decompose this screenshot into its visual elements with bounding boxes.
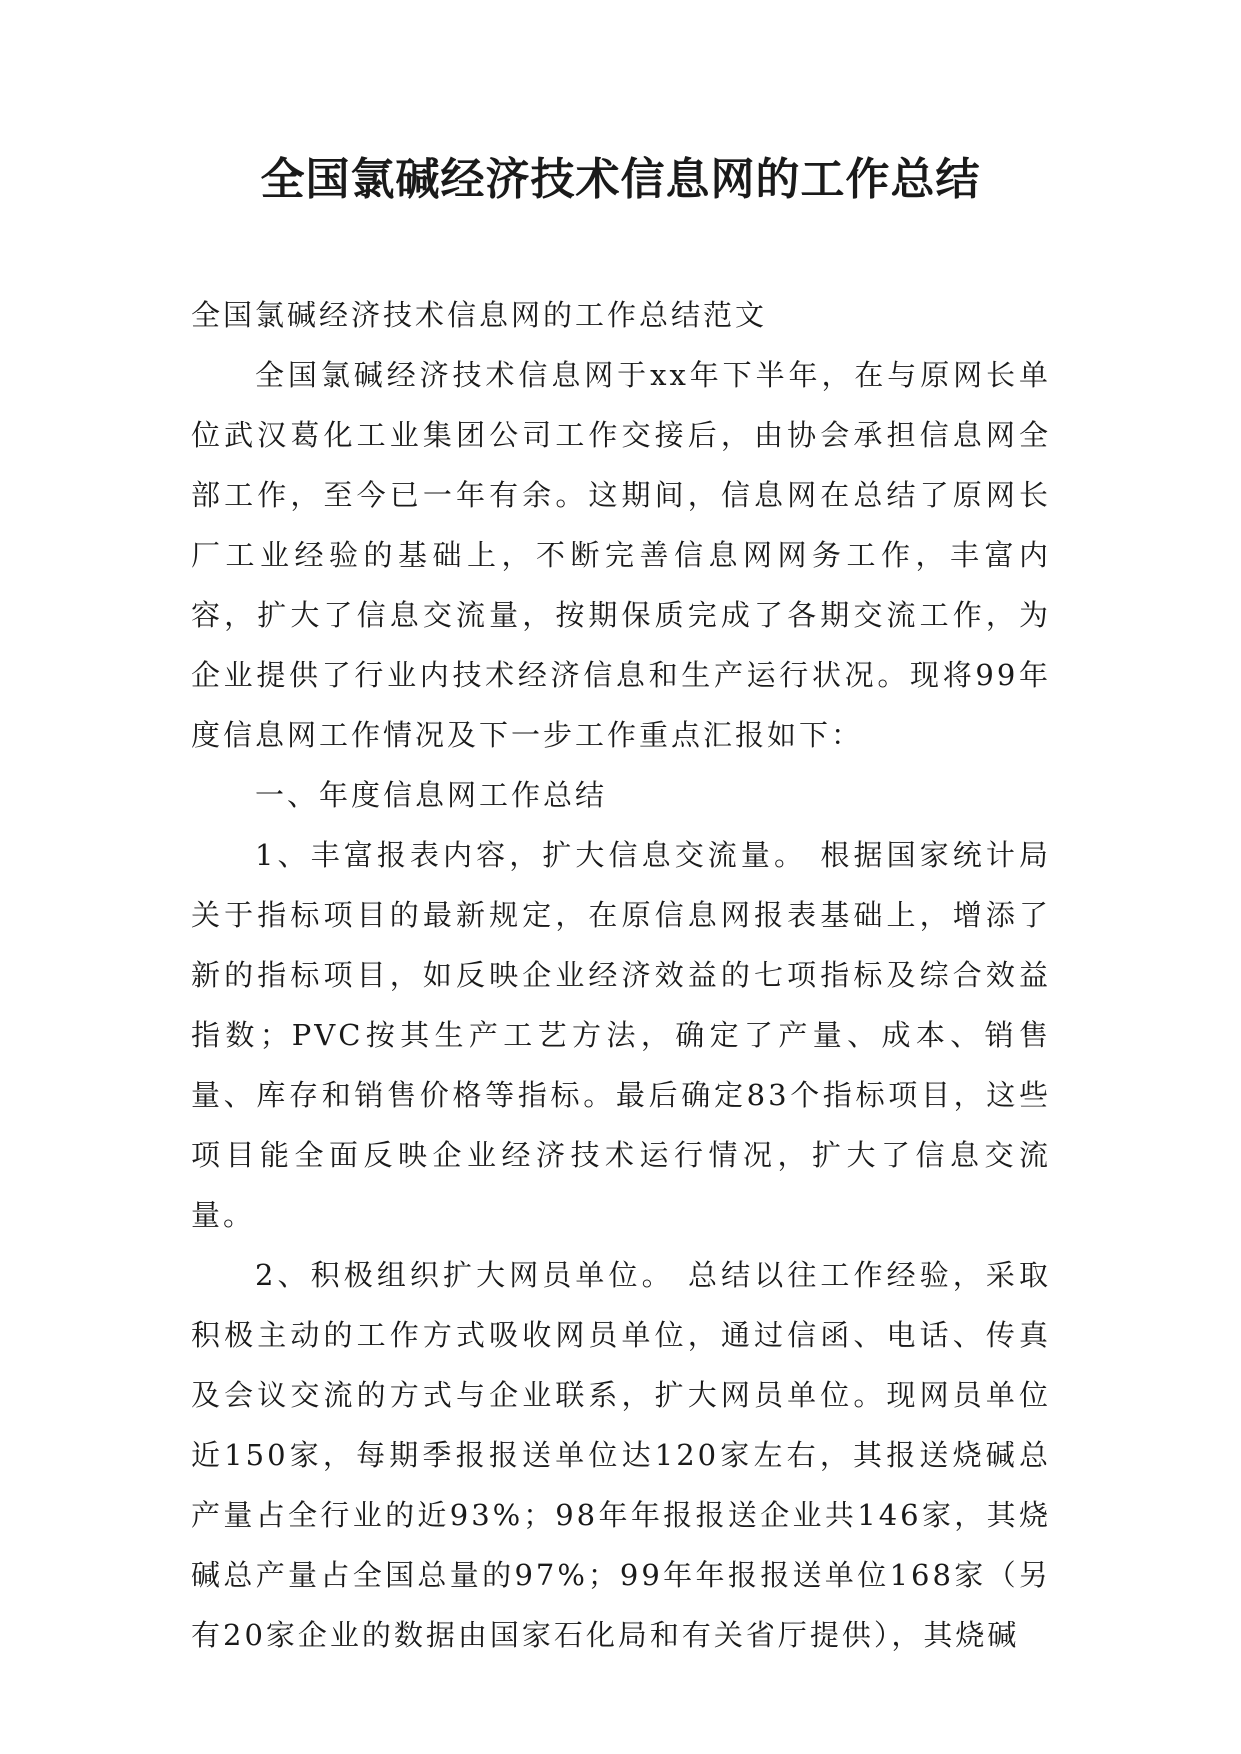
paragraph-intro: 全国氯碱经济技术信息网于xx年下半年，在与原网长单位武汉葛化工业集团公司工作交接后，由协会承担信息网全部工作，至今已一年有余。这期间，信息网在总结了原网长厂工业经验的基础上，不断完善信息网网务工作，丰富内容，扩大了信息交流量，按期保质完成了各期交流工作，为企业提供了行业内技术经济信息和生产运行状况。现将99年度信息网工作情况及下一步工作重点汇报如下： — [191, 358, 1051, 752]
paragraph-item-2: 2、积极组织扩大网员单位。 总结以往工作经验，采取积极主动的工作方式吸收网员单位，通过信函、电话、传真及会议交流的方式与企业联系，扩大网员单位。现网员单位近150家，每期季报报送单位达120家左右，其报送烧碱总产量占全行业的近93%；98年年报报送企业共146家，其烧碱总产量占全国总量的97%；99年年报报送单位168家（另有20家企业的数据由国家石化局和有关省厅提供），其烧碱 — [191, 1258, 1051, 1652]
paragraph-item-1: 1、丰富报表内容，扩大信息交流量。 根据国家统计局关于指标项目的最新规定，在原信息网报表基础上，增添了新的指标项目，如反映企业经济效益的七项指标及综合效益指数；PVC按其生产工艺方法，确定了产量、成本、销售量、库存和销售价格等指标。最后确定83个指标项目，这些项目能全面反映企业经济技术运行情况，扩大了信息交流量。 — [191, 838, 1051, 1232]
section-heading: 一、年度信息网工作总结 — [255, 778, 608, 812]
document-subtitle: 全国氯碱经济技术信息网的工作总结范文 — [191, 298, 768, 332]
document-title: 全国氯碱经济技术信息网的工作总结 — [260, 154, 981, 205]
document-body — [191, 285, 1051, 1665]
